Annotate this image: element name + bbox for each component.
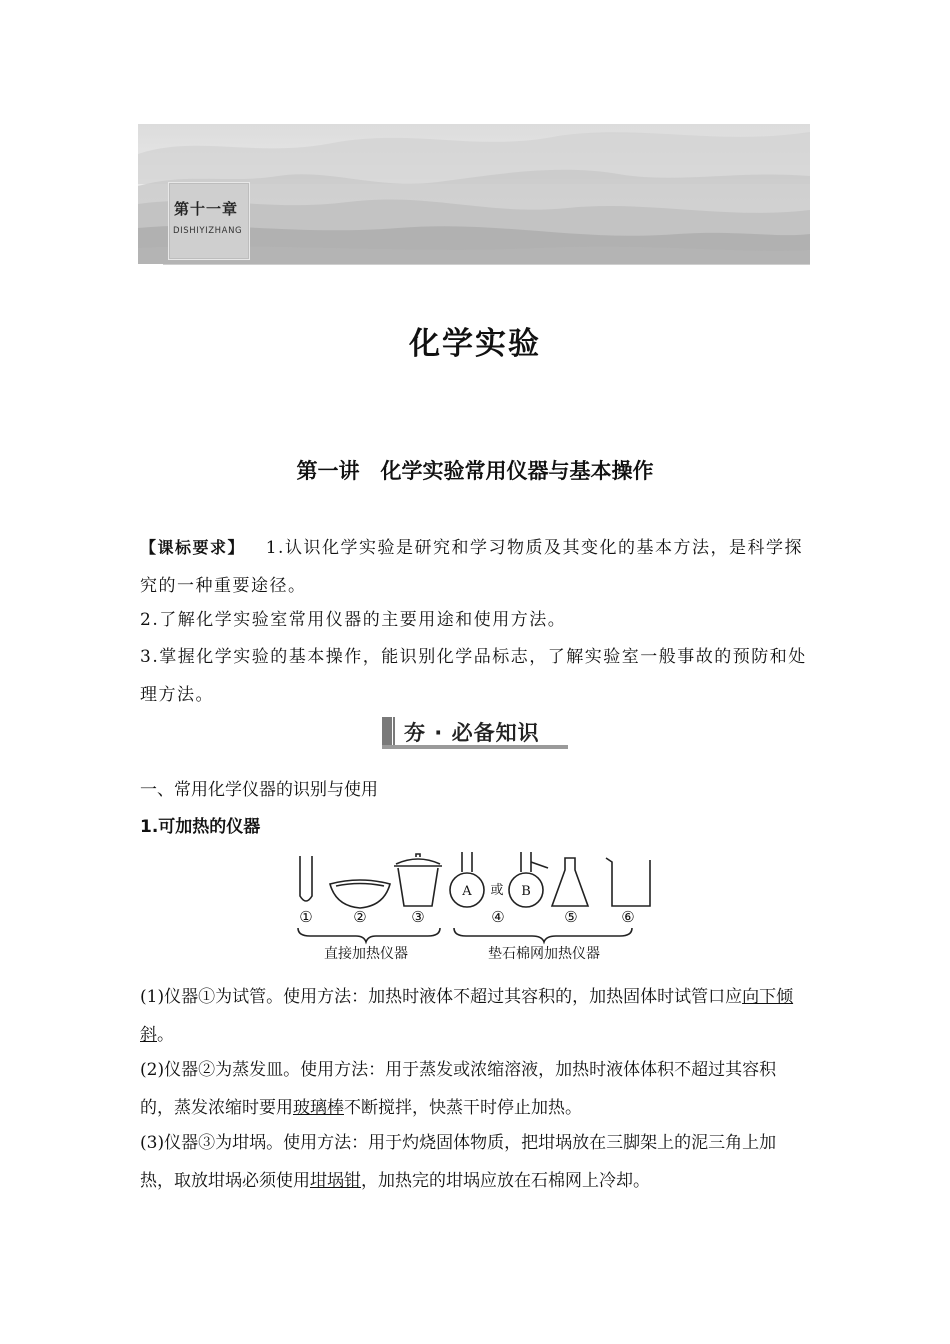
apparatus-figure <box>290 848 660 968</box>
requirements-text-1: 1.认识化学实验是研究和学习物质及其变化的基本方法，是科学探究的一种重要途径。 <box>140 538 803 596</box>
apparatus-number-6: ⑥ <box>621 908 635 926</box>
apparatus-diagram <box>290 848 660 968</box>
item2-underlined: 玻璃棒 <box>293 1098 344 1118</box>
main-title: 化学实验 <box>409 326 541 362</box>
item3-underlined: 坩埚钳 <box>310 1171 361 1191</box>
item3-text: (3)仪器③为坩埚。使用方法：用于灼烧固体物质，把坩埚放在三脚架上的泥三角上加热，取放坩埚必须使用 <box>140 1133 777 1191</box>
badge-bar-thin <box>393 717 395 745</box>
item-evaporating-dish <box>140 1051 810 1127</box>
requirements-item-3: 3.掌握化学实验的基本操作，能识别化学品标志，了解实验室一般事故的预防和处理方法。 <box>140 647 807 705</box>
item1-text: (1)仪器①为试管。使用方法：加热时液体不超过其容积的，加热固体时试管口应 <box>140 987 743 1007</box>
flask-or-label: 或 <box>490 883 504 898</box>
item1-end: 。 <box>157 1025 174 1045</box>
crucible-icon <box>394 854 442 906</box>
requirements-item-2: 2.了解化学实验室常用仪器的主要用途和使用方法。 <box>140 610 567 630</box>
apparatus-number-5: ⑤ <box>564 908 578 926</box>
item1-underlined: 向下倾斜 <box>140 987 794 1045</box>
section-badge-label: 夯 · 必备知识 <box>404 721 540 745</box>
badge-bar <box>382 717 392 745</box>
subsection-heading: 1.可加热的仪器 <box>140 817 261 837</box>
conical-flask-icon <box>552 858 588 906</box>
brace-direct <box>298 928 440 942</box>
requirements-item-1 <box>140 529 810 605</box>
item3-end: ，加热完的坩埚应放在石棉网上冷却。 <box>361 1171 650 1191</box>
item-test-tube <box>140 978 810 1054</box>
section-badge <box>380 715 570 749</box>
section-heading: 一、常用化学仪器的识别与使用 <box>140 780 378 800</box>
chapter-title: 第十一章 <box>174 200 239 218</box>
apparatus-number-1: ① <box>299 908 313 926</box>
item-crucible <box>140 1124 810 1200</box>
item2-text: (2)仪器②为蒸发皿。使用方法：用于蒸发或浓缩溶液，加热时液体体积不超过其容积的，蒸发浓缩时要用 <box>140 1060 777 1118</box>
apparatus-number-3: ③ <box>411 908 425 926</box>
requirements-label: 【课标要求】 <box>140 538 246 557</box>
flask-a-label: A <box>462 884 472 899</box>
chapter-label-box <box>168 182 250 260</box>
apparatus-number-4: ④ <box>491 908 505 926</box>
test-tube-icon <box>300 856 312 901</box>
flask-b-label: B <box>521 884 531 899</box>
group-gauze-heating: 垫石棉网加热仪器 <box>488 946 600 962</box>
chapter-pinyin: DISHIYIZHANG <box>173 226 243 236</box>
apparatus-number-2: ② <box>353 908 367 926</box>
group-direct-heating: 直接加热仪器 <box>324 946 408 962</box>
item2-end: 不断搅拌，快蒸干时停止加热。 <box>344 1098 582 1118</box>
beaker-icon <box>606 858 650 906</box>
banner-divider <box>163 264 810 265</box>
lecture-title: 第一讲 化学实验常用仪器与基本操作 <box>296 459 654 483</box>
brace-gauze <box>454 928 632 942</box>
